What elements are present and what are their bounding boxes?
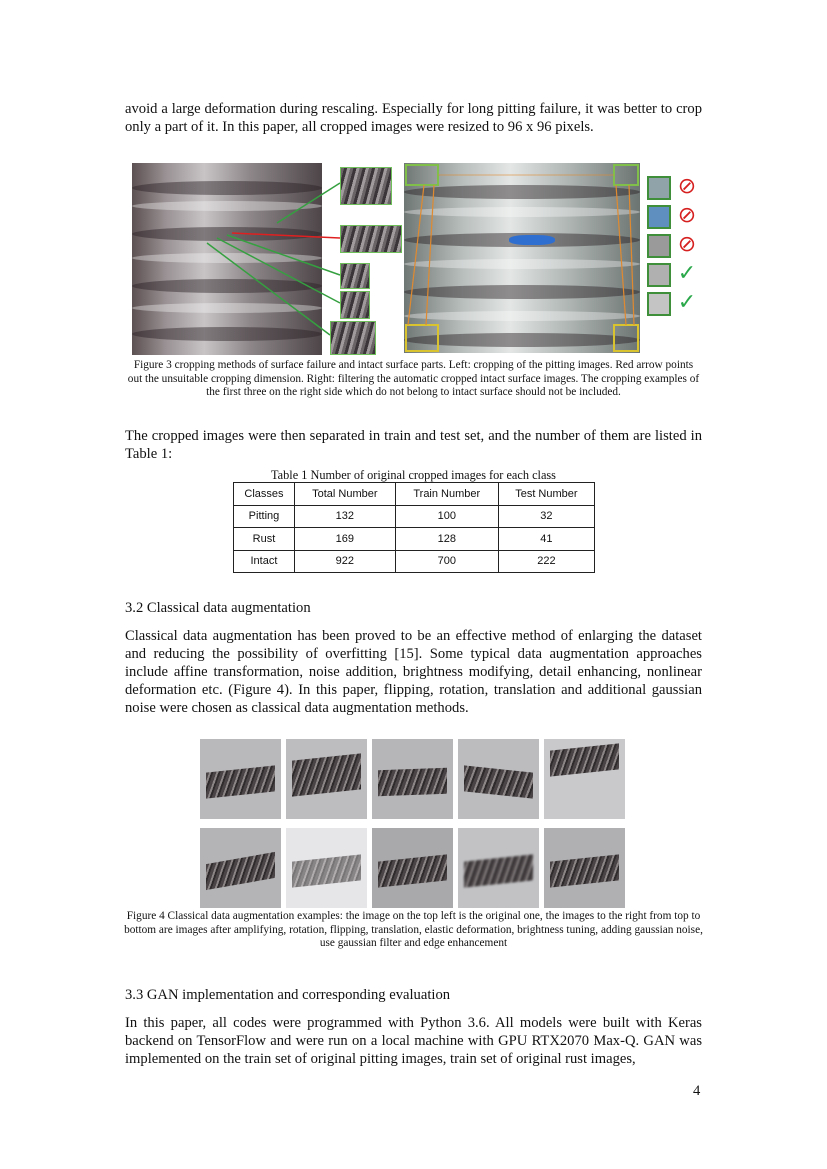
aug-elastic xyxy=(200,828,281,908)
crop-sample-unsuitable xyxy=(340,225,402,253)
table-cell: 700 xyxy=(395,550,498,573)
table-cell: Pitting xyxy=(234,505,295,528)
gan-paragraph: In this paper, all codes were programmed with Python 3.6. All models were built with Keras backend on TensorFlow and were run on a local machine with GPU RTX2070 Max-Q. GAN was implemented on the train set of original pitting images, train set of original rust images, xyxy=(125,1015,702,1067)
aug-amplifying xyxy=(286,739,367,819)
crop-sample-1 xyxy=(340,167,392,205)
aug-brightness xyxy=(286,828,367,908)
filtered-thumb-2 xyxy=(647,205,671,229)
table-header-cell: Total Number xyxy=(294,483,395,506)
augmentation-paragraph: Classical data augmentation has been proved to be an effective method of enlarging the dataset and reducing the possibility of overfitting [15]. Some typical data augmentation approaches include affine transformation, noise addition, brightness modifying, detail enhancing, nonlinear deformation etc. (Figure 4). In this paper, flipping, rotation, translation and additional gaussian noise were chosen as classical data augmentation methods. xyxy=(125,628,702,716)
crop-sample-2 xyxy=(340,263,370,289)
table-header-cell: Classes xyxy=(234,483,295,506)
table-row xyxy=(234,550,595,573)
aug-flipping xyxy=(458,739,539,819)
table-header-cell: Test Number xyxy=(498,483,594,506)
section-3-2-heading: 3.2 Classical data augmentation xyxy=(125,600,311,616)
table-header-cell: Train Number xyxy=(395,483,498,506)
filtered-thumb-3 xyxy=(647,234,671,258)
table-cell: 169 xyxy=(294,528,395,551)
table-cell: 132 xyxy=(294,505,395,528)
accept-check-icon: ✓ xyxy=(677,290,697,315)
crop-sample-3 xyxy=(340,291,370,319)
auto-crop-grid xyxy=(404,163,640,355)
table-cell: 922 xyxy=(294,550,395,573)
table-cell: 41 xyxy=(498,528,594,551)
aug-original xyxy=(200,739,281,819)
table-1-caption: Table 1 Number of original cropped images for each class xyxy=(271,468,556,482)
filtered-thumb-1 xyxy=(647,176,671,200)
aug-translation xyxy=(544,739,625,819)
intro-paragraph: avoid a large deformation during rescaling. Especially for long pitting failure, it was better to crop only a part of it. In this paper, all cropped images were resized to 96 x 96 pixels. xyxy=(125,101,702,135)
table-row xyxy=(234,528,595,551)
aug-gaussian-noise xyxy=(372,828,453,908)
table-cell: 128 xyxy=(395,528,498,551)
section-3-3-heading: 3.3 GAN implementation and corresponding evaluation xyxy=(125,987,451,1003)
table-cell: Rust xyxy=(234,528,295,551)
page-number: 4 xyxy=(693,1083,701,1099)
reject-icon: ⊘ xyxy=(677,232,697,257)
split-paragraph: The cropped images were then separated in train and test set, and the number of them are listed in Table 1: xyxy=(125,428,702,462)
filtered-thumb-5 xyxy=(647,292,671,316)
figure-3 xyxy=(132,163,702,355)
aug-edge-enhancement xyxy=(544,828,625,908)
table-row xyxy=(234,505,595,528)
crop-sample-4 xyxy=(330,321,376,355)
table-cell: 100 xyxy=(395,505,498,528)
table-cell: 32 xyxy=(498,505,594,528)
aug-rotation xyxy=(372,739,453,819)
filtered-thumb-4 xyxy=(647,263,671,287)
aug-gaussian-filter xyxy=(458,828,539,908)
figure-4-caption: Figure 4 Classical data augmentation examples: the image on the top left is the original one, the images to the right from top to bottom are images after amplifying, rotation, flipping, translation, elastic deformation, brightness tuning, adding gaussian noise, use gaussian filter and edge enhancement xyxy=(124,910,703,949)
table-cell: 222 xyxy=(498,550,594,573)
reject-icon: ⊘ xyxy=(677,174,697,199)
table-header-row xyxy=(234,483,595,506)
table-1 xyxy=(233,482,595,573)
figure-3-caption: Figure 3 cropping methods of surface failure and intact surface parts. Left: cropping of the pitting images. Red arrow points out the unsuitable cropping dimension. Right: filtering the automatic cropped intact surface images. The cropping examples of the first three on the right side which do not belong to intact surface should not be included. xyxy=(127,359,700,398)
table-cell: Intact xyxy=(234,550,295,573)
accept-check-icon: ✓ xyxy=(677,261,697,286)
reject-icon: ⊘ xyxy=(677,203,697,228)
